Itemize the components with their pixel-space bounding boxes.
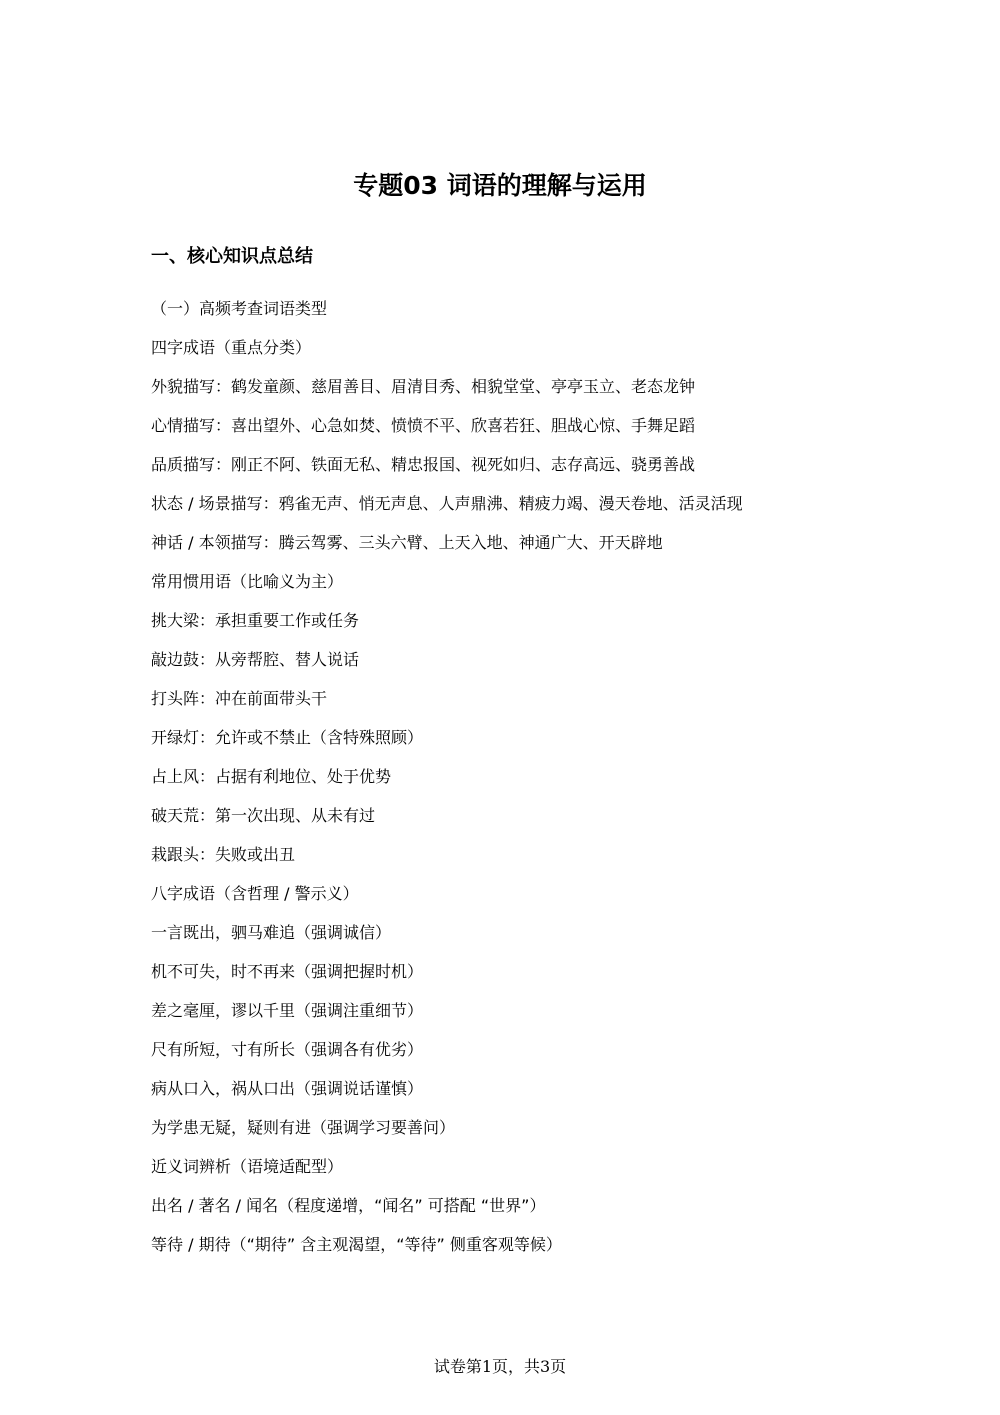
content-line: 破天荒：第一次出现、从未有过 (151, 806, 376, 825)
content-line: 差之毫厘，谬以千里（强调注重细节） (151, 1001, 424, 1020)
content-line: 一言既出，驷马难追（强调诚信） (151, 923, 392, 942)
content-line: 开绿灯：允许或不禁止（含特殊照顾） (151, 728, 424, 747)
content-line: 神话 / 本领描写：腾云驾雾、三头六臂、上天入地、神通广大、开天辟地 (151, 533, 663, 552)
category-heading: 常用惯用语（比喻义为主） (151, 572, 344, 591)
content-line: 挑大梁：承担重要工作或任务 (151, 611, 360, 630)
content-line: 等待 / 期待（“期待” 含主观渴望，“等待” 侧重客观等候） (151, 1235, 562, 1254)
subsection-heading: （一）高频考查词语类型 (151, 299, 328, 318)
content-line: 占上风：占据有利地位、处于优势 (151, 767, 392, 786)
content-line: 机不可失，时不再来（强调把握时机） (151, 962, 424, 981)
category-heading: 四字成语（重点分类） (151, 338, 312, 357)
document-title: 专题03 词语的理解与运用 (353, 171, 647, 200)
content-line: 外貌描写：鹤发童颜、慈眉善目、眉清目秀、相貌堂堂、亭亭玉立、老态龙钟 (151, 377, 696, 396)
section-heading: 一、核心知识点总结 (151, 246, 313, 267)
content-line: 病从口入，祸从口出（强调说话谨慎） (151, 1079, 424, 1098)
category-heading: 八字成语（含哲理 / 警示义） (151, 884, 359, 903)
content-line: 尺有所短，寸有所长（强调各有优劣） (151, 1040, 424, 1059)
content-line: 出名 / 著名 / 闻名（程度递增，“闻名” 可搭配 “世界”） (151, 1196, 546, 1215)
content-line: 心情描写：喜出望外、心急如焚、愤愤不平、欣喜若狂、胆战心惊、手舞足蹈 (151, 416, 696, 435)
content-line: 敲边鼓：从旁帮腔、替人说话 (151, 650, 360, 669)
content-line: 状态 / 场景描写：鸦雀无声、悄无声息、人声鼎沸、精疲力竭、漫天卷地、活灵活现 (151, 494, 743, 513)
content-line: 打头阵：冲在前面带头干 (151, 689, 328, 708)
content-line: 栽跟头：失败或出丑 (151, 845, 296, 864)
category-heading: 近义词辨析（语境适配型） (151, 1157, 344, 1176)
content-line: 为学患无疑，疑则有进（强调学习要善问） (151, 1118, 456, 1137)
page-footer: 试卷第1页，共3页 (433, 1357, 567, 1376)
section-content (151, 296, 871, 1271)
content-line: 品质描写：刚正不阿、铁面无私、精忠报国、视死如归、志存高远、骁勇善战 (151, 455, 696, 474)
